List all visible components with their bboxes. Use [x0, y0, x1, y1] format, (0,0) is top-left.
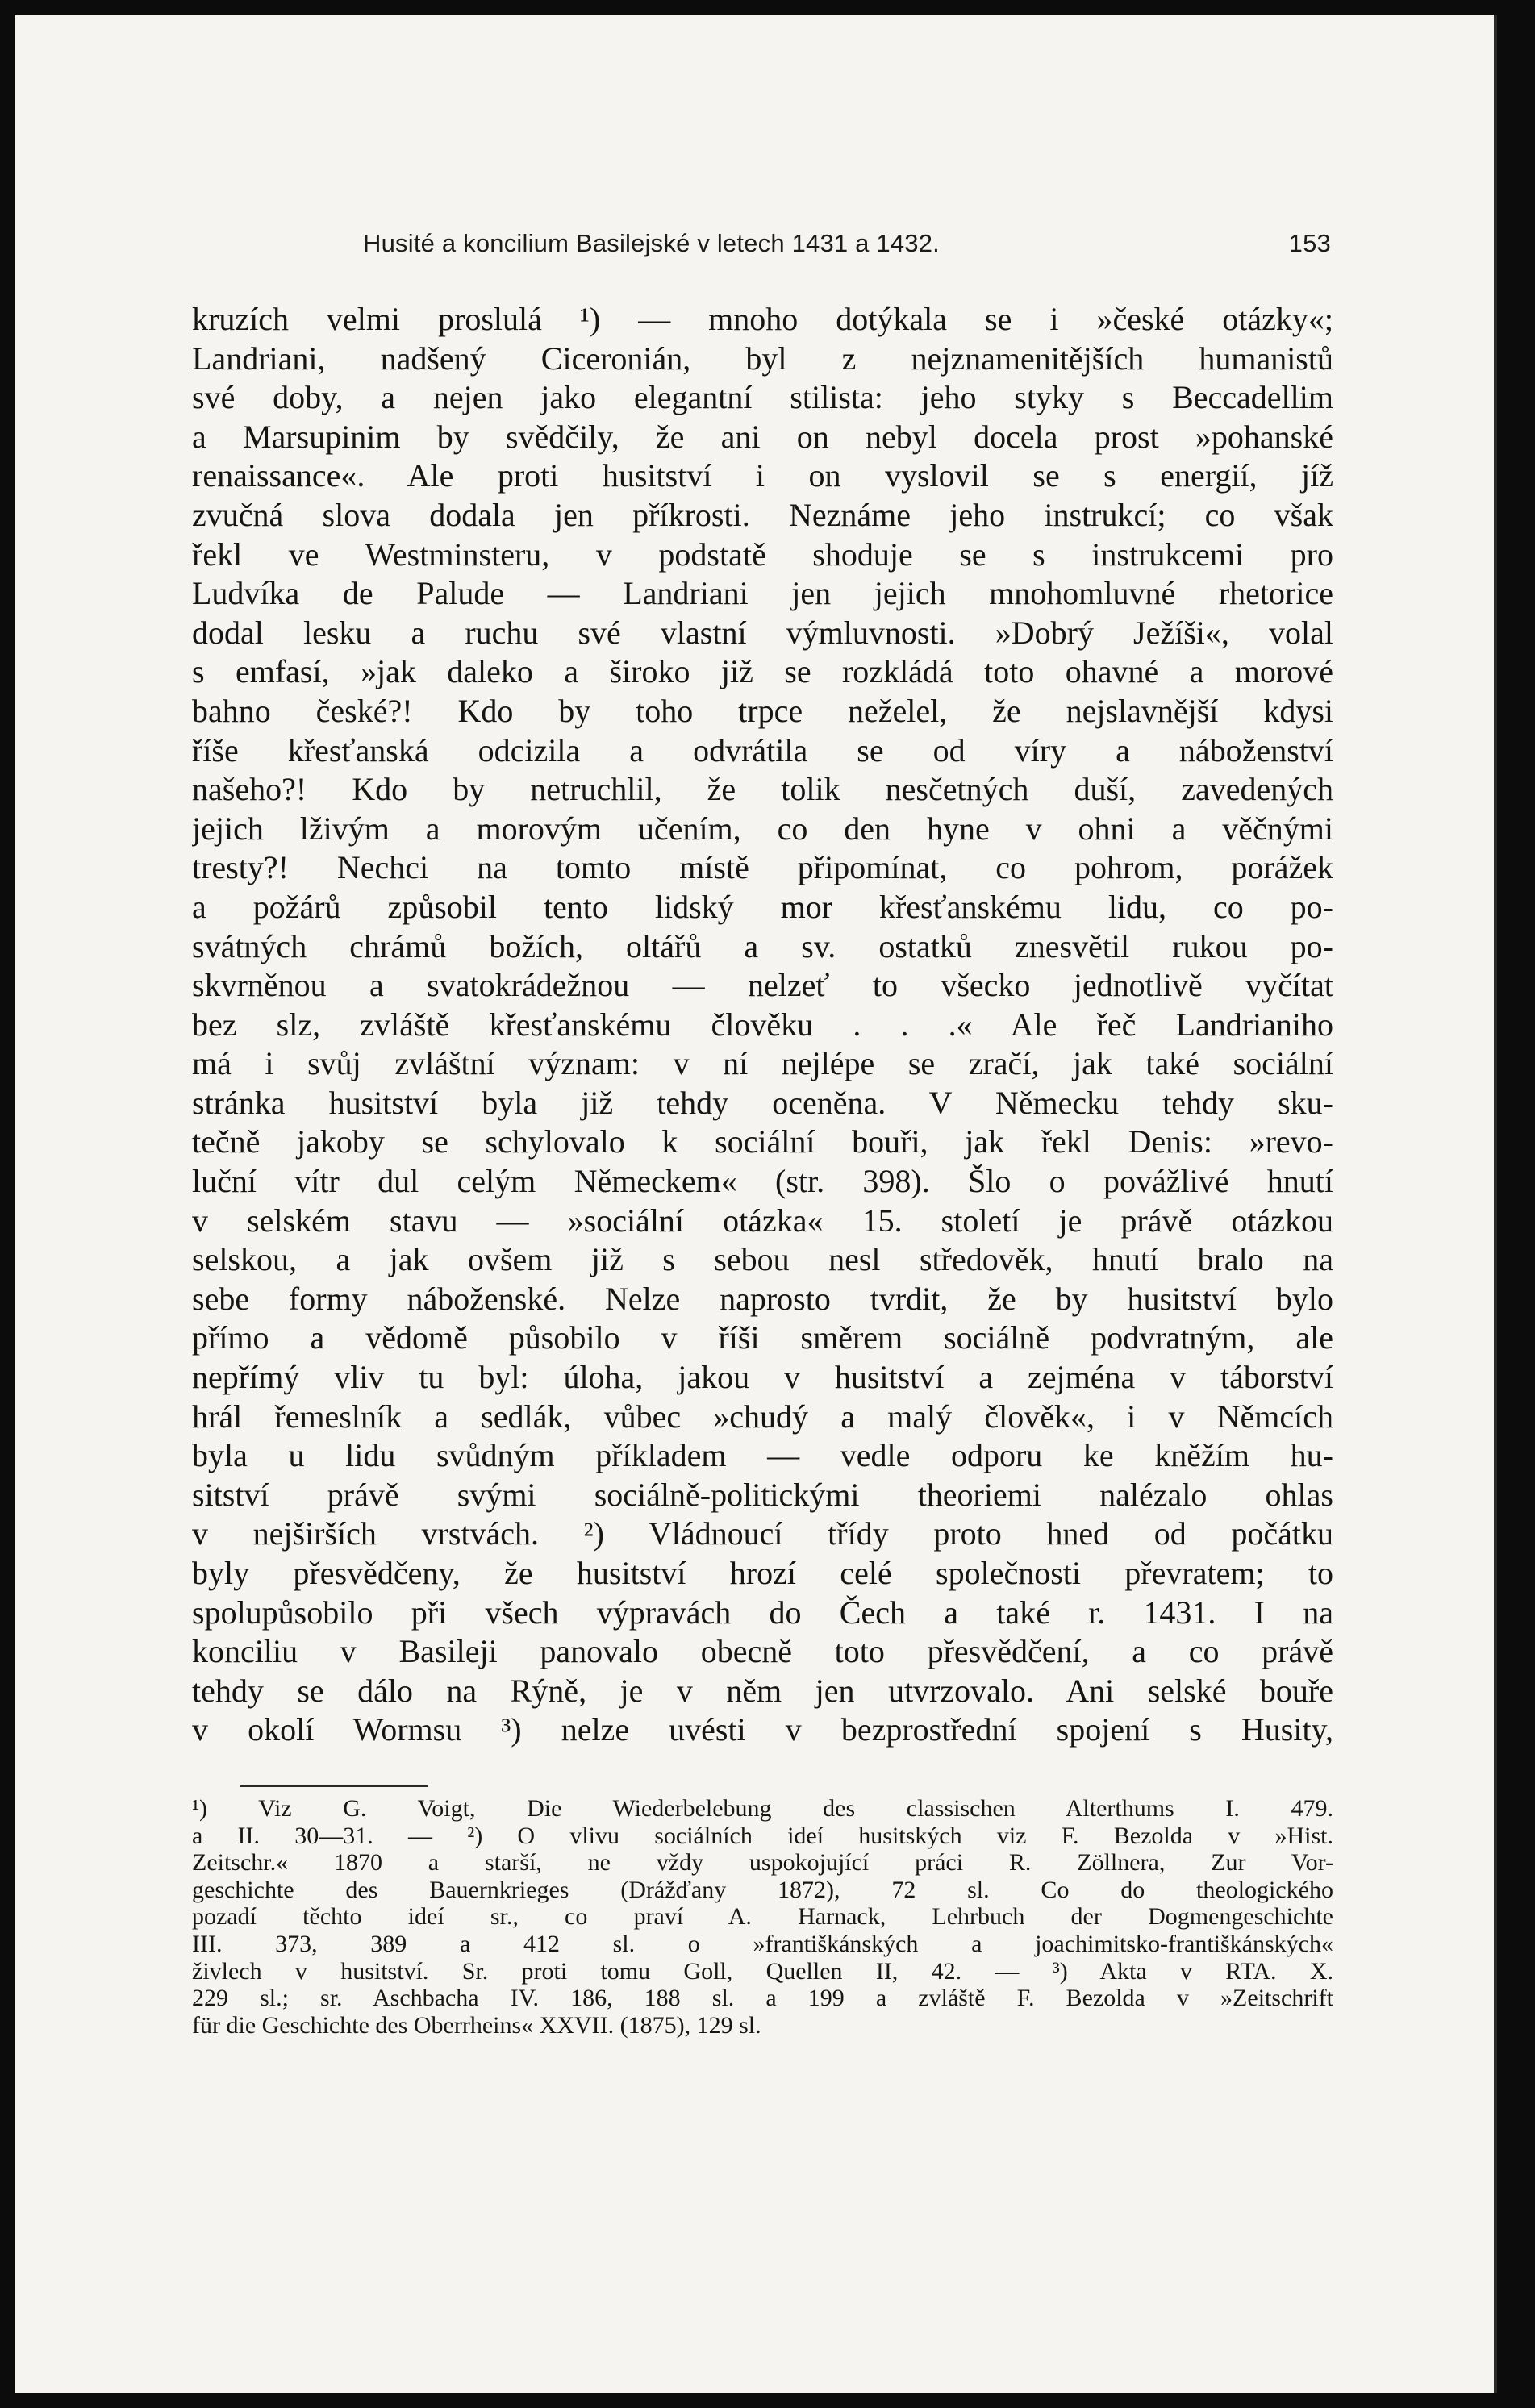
text-line: bahno české?! Kdo by toho trpce neželel, že nejslavnější kdysi [192, 692, 1333, 729]
text-line: hrál řemeslník a sedlák, vůbec »chudý a malý člověk«, i v Němcích [192, 1398, 1333, 1435]
text-line: renaissance«. Ale proti husitství i on vyslovil se s energií, jíž [192, 457, 1333, 494]
footnote-line: ¹) Viz G. Voigt, Die Wiederbelebung des classischen Alterthums I. 479. [192, 1795, 1333, 1822]
text-line: v selském stavu — »sociální otázka« 15. století je právě otázkou [192, 1202, 1333, 1239]
footnote-line: živlech v husitství. Sr. proti tomu Goll, Quellen II, 42. — ³) Akta v RTA. X. [192, 1957, 1333, 1985]
text-line: s emfasí, »jak daleko a široko již se rozkládá toto ohavné a morové [192, 653, 1333, 690]
text-line: a požárů způsobil tento lidský mor křesťanskému lidu, co po- [192, 888, 1333, 925]
text-line: jejich lživým a morovým učením, co den hyne v ohni a věčnými [192, 810, 1333, 847]
text-line: své doby, a nejen jako elegantní stilista: jeho styky s Beccadellim [192, 379, 1333, 416]
text-line: nepřímý vliv tu byl: úloha, jakou v husitství a zejména v táborství [192, 1359, 1333, 1396]
text-line: byla u lidu svůdným příkladem — vedle odporu ke kněžím hu- [192, 1437, 1333, 1474]
footnotes [192, 1795, 1333, 2039]
text-line: skvrněnou a svatokrádežnou — nelzeť to všecko jednotlivě vyčítat [192, 967, 1333, 1004]
text-line: tečně jakoby se schylovalo k sociální bouři, jak řekl Denis: »revo- [192, 1123, 1333, 1160]
text-line: bez slz, zvláště křesťanskému člověku . . .« Ale řeč Landrianiho [192, 1006, 1333, 1043]
footnote-line: Zeitschr.« 1870 a starší, ne vždy uspokojující práci R. Zöllnera, Zur Vor- [192, 1849, 1333, 1877]
text-line: kruzích velmi proslulá ¹) — mnoho dotýkala se i »české otázky«; [192, 301, 1333, 337]
footnote-line: III. 373, 389 a 412 sl. o »františkánských a joachimitsko-františkánských« [192, 1930, 1333, 1957]
text-line: zvučná slova dodala jen příkrosti. Neznáme jeho instrukcí; co však [192, 496, 1333, 533]
text-line: říše křesťanská odcizila a odvrátila se od víry a náboženství [192, 731, 1333, 769]
text-line: svátných chrámů božích, oltářů a sv. ostatků znesvětil rukou po- [192, 927, 1333, 964]
text-line: spolupůsobilo při všech výpravách do Čech a také r. 1431. I na [192, 1594, 1333, 1631]
text-line: a Marsupinim by svědčily, že ani on nebyl docela prost »pohanské [192, 418, 1333, 455]
text-line: řekl ve Westminsteru, v podstatě shoduje se s instrukcemi pro [192, 535, 1333, 573]
footnote-line: a II. 30—31. — ²) O vlivu sociálních ideí husitských viz F. Bezolda v »Hist. [192, 1822, 1333, 1849]
text-line: Ludvíka de Palude — Landriani jen jejich mnohomluvné rhetorice [192, 575, 1333, 612]
footnote-line: für die Geschichte des Oberrheins« XXVII. (1875), 129 sl. [192, 2011, 761, 2039]
running-header [363, 229, 1331, 265]
running-title: Husité a koncilium Basilejské v letech 1431 a 1432. [363, 229, 940, 257]
text-line: tehdy se dálo na Rýně, je v něm jen utvrzovalo. Ani selské bouře [192, 1672, 1333, 1709]
text-line: selskou, a jak ovšem již s sebou nesl středověk, hnutí bralo na [192, 1241, 1333, 1278]
text-line: stránka husitství byla již tehdy oceněna. V Německu tehdy sku- [192, 1084, 1333, 1121]
text-line: našeho?! Kdo by netruchlil, že tolik nesčetných duší, zavedených [192, 771, 1333, 808]
text-line: v nejširších vrstvách. ²) Vládnoucí třídy proto hned od počátku [192, 1515, 1333, 1552]
footnote-rule [240, 1785, 428, 1787]
text-line: má i svůj zvláštní význam: v ní nejlépe se zračí, jak také sociální [192, 1045, 1333, 1082]
book-page [15, 15, 1497, 2393]
text-line: byly přesvědčeny, že husitství hrozí celé společnosti převratem; to [192, 1555, 1333, 1591]
footnote-line: geschichte des Bauernkrieges (Drážďany 1872), 72 sl. Co do theologického [192, 1876, 1333, 1903]
text-line: konciliu v Basileji panovalo obecně toto přesvědčení, a co právě [192, 1633, 1333, 1670]
text-line: tresty?! Nechci na tomto místě připomínat, co pohrom, porážek [192, 849, 1333, 886]
main-text [192, 300, 1333, 1750]
text-line: Landriani, nadšený Ciceronián, byl z nejznamenitějších humanistů [192, 340, 1333, 377]
text-line: dodal lesku a ruchu své vlastní výmluvnosti. »Dobrý Ježíši«, volal [192, 614, 1333, 651]
text-line: v okolí Wormsu ³) nelze uvésti v bezprostřední spojení s Husity, [192, 1711, 1333, 1748]
text-line: přímo a vědomě působilo v říši směrem sociálně podvratným, ale [192, 1319, 1333, 1356]
page-number: 153 [1288, 229, 1331, 257]
text-line: sebe formy náboženské. Nelze naprosto tvrdit, že by husitství bylo [192, 1280, 1333, 1317]
text-line: sitství právě svými sociálně-politickými theoriemi nalézalo ohlas [192, 1476, 1333, 1513]
footnote-line: 229 sl.; sr. Aschbacha IV. 186, 188 sl. a 199 a zvláště F. Bezolda v »Zeitschrift [192, 1985, 1333, 2012]
text-line: luční vítr dul celým Německem« (str. 398). Šlo o povážlivé hnutí [192, 1163, 1333, 1200]
footnote-line: pozadí těchto ideí sr., co praví A. Harnack, Lehrbuch der Dogmengeschichte [192, 1903, 1333, 1931]
